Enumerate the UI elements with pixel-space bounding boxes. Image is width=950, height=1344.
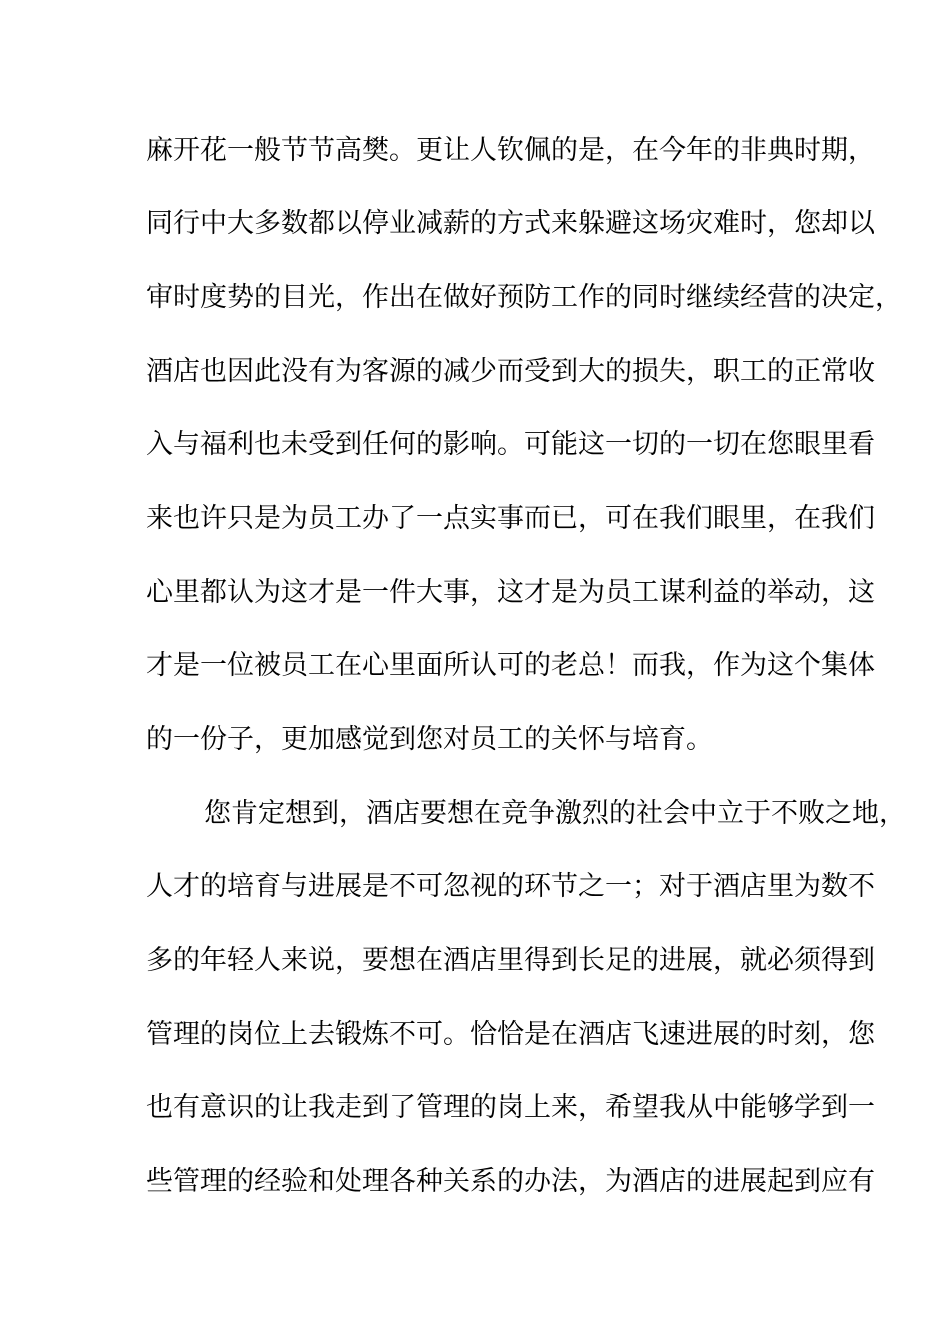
paragraph1-line: 酒店也因此没有为客源的减少而受到大的损失，职工的正常收 [146, 356, 875, 387]
paragraph2-line: 些管理的经验和处理各种关系的办法，为酒店的进展起到应有 [146, 1166, 875, 1197]
paragraph2-line: 人才的培育与进展是不可忽视的环节之一；对于酒店里为数不 [146, 871, 875, 902]
paragraph1-line: 入与福利也未受到任何的影响。可能这一切的一切在您眼里看 [146, 429, 875, 460]
paragraph1-line: 才是一位被员工在心里面所认可的老总！而我，作为这个集体 [146, 650, 875, 681]
paragraph2-line: 管理的岗位上去锻炼不可。恰恰是在酒店飞速进展的时刻，您 [146, 1019, 875, 1050]
paragraph1-line: 麻开花一般节节高樊。更让人钦佩的是，在今年的非典时期， [146, 135, 875, 166]
paragraph1-line: 审时度势的目光，作出在做好预防工作的同时继续经营的决定， [146, 282, 902, 313]
paragraph1-line: 来也许只是为员工办了一点实事而已，可在我们眼里，在我们 [146, 503, 875, 534]
paragraph2-line: 也有意识的让我走到了管理的岗上来，希望我从中能够学到一 [146, 1092, 875, 1123]
paragraph1-line: 的一份子，更加感觉到您对员工的关怀与培育。 [146, 724, 713, 755]
paragraph2-first-line: 您肯定想到，酒店要想在竞争激烈的社会中立于不败之地， [204, 798, 906, 829]
paragraph1-line: 同行中大多数都以停业减薪的方式来躲避这场灾难时，您却以 [146, 208, 875, 239]
paragraph2-line: 多的年轻人来说，要想在酒店里得到长足的进展，就必须得到 [146, 945, 875, 976]
paragraph1-line: 心里都认为这才是一件大事，这才是为员工谋利益的举动，这 [146, 577, 875, 608]
